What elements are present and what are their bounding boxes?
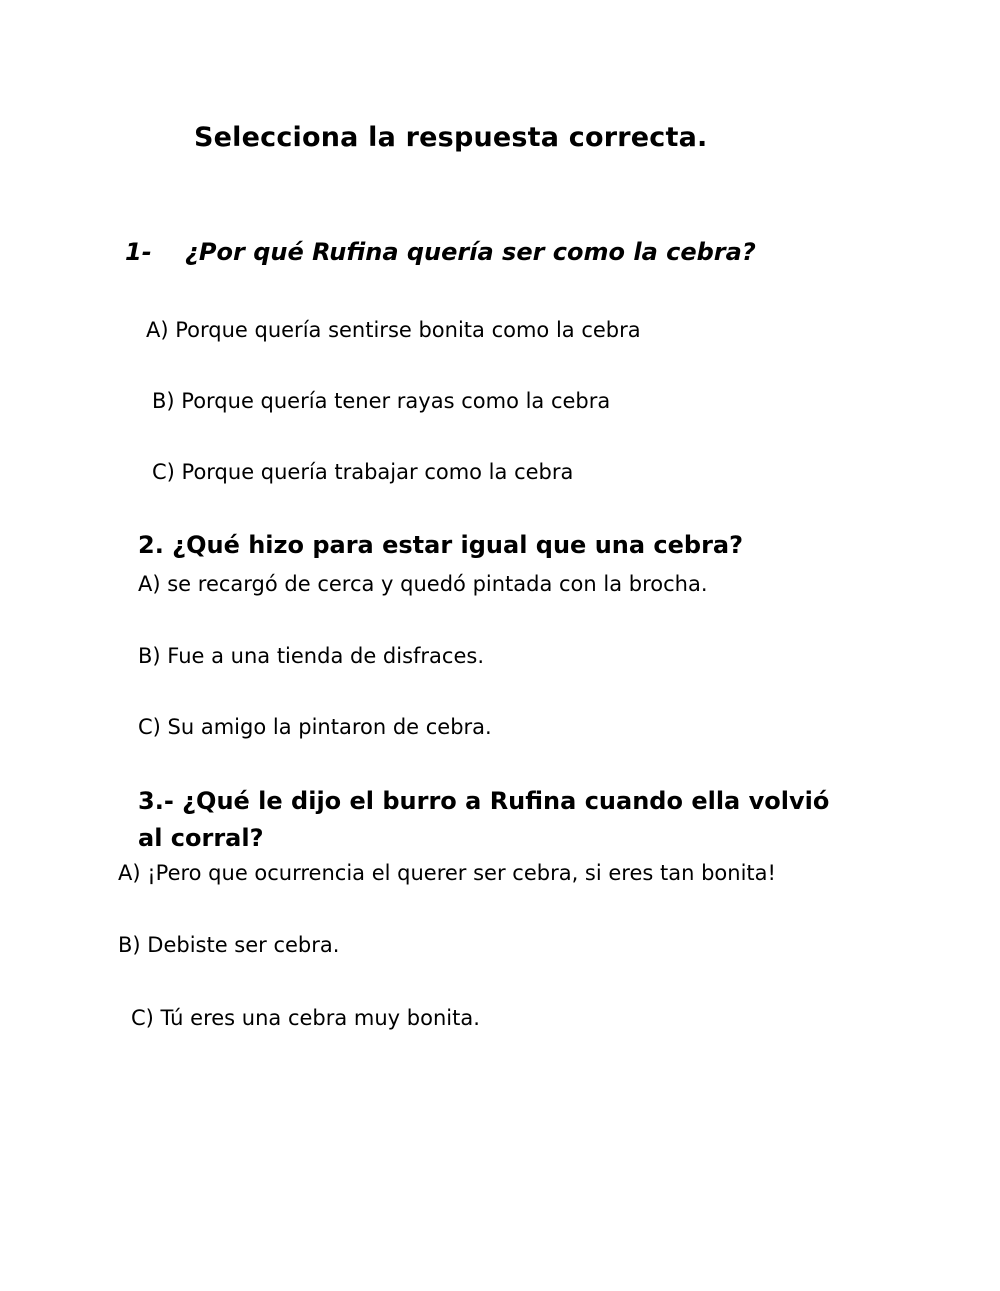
question-3-option-c[interactable]: C) Tú eres una cebra muy bonita. <box>131 1006 480 1030</box>
question-1-number: 1- <box>125 238 152 266</box>
question-2-option-b[interactable]: B) Fue a una tienda de disfraces. <box>138 644 484 668</box>
question-2-option-a[interactable]: A) se recargó de cerca y quedó pintada con la brocha. <box>138 572 708 596</box>
question-3-option-a[interactable]: A) ¡Pero que ocurrencia el querer ser cebra, si eres tan bonita! <box>118 861 776 885</box>
question-3-text: 3.- ¿Qué le dijo el burro a Rufina cuando ella volvió al corral? <box>138 787 830 852</box>
question-1-option-a[interactable]: A) Porque quería sentirse bonita como la cebra <box>146 318 641 342</box>
question-2-option-c[interactable]: C) Su amigo la pintaron de cebra. <box>138 715 492 739</box>
question-1-text: ¿Por qué Rufina quería ser como la cebra? <box>185 238 756 266</box>
question-2-text: 2. ¿Qué hizo para estar igual que una cebra? <box>138 531 744 559</box>
question-1-option-c[interactable]: C) Porque quería trabajar como la cebra <box>152 460 574 484</box>
page-title: Selecciona la respuesta correcta. <box>194 122 708 153</box>
question-3-option-b[interactable]: B) Debiste ser cebra. <box>118 933 340 957</box>
question-1 <box>125 238 756 266</box>
question-1-option-b[interactable]: B) Porque quería tener rayas como la cebra <box>152 389 611 413</box>
